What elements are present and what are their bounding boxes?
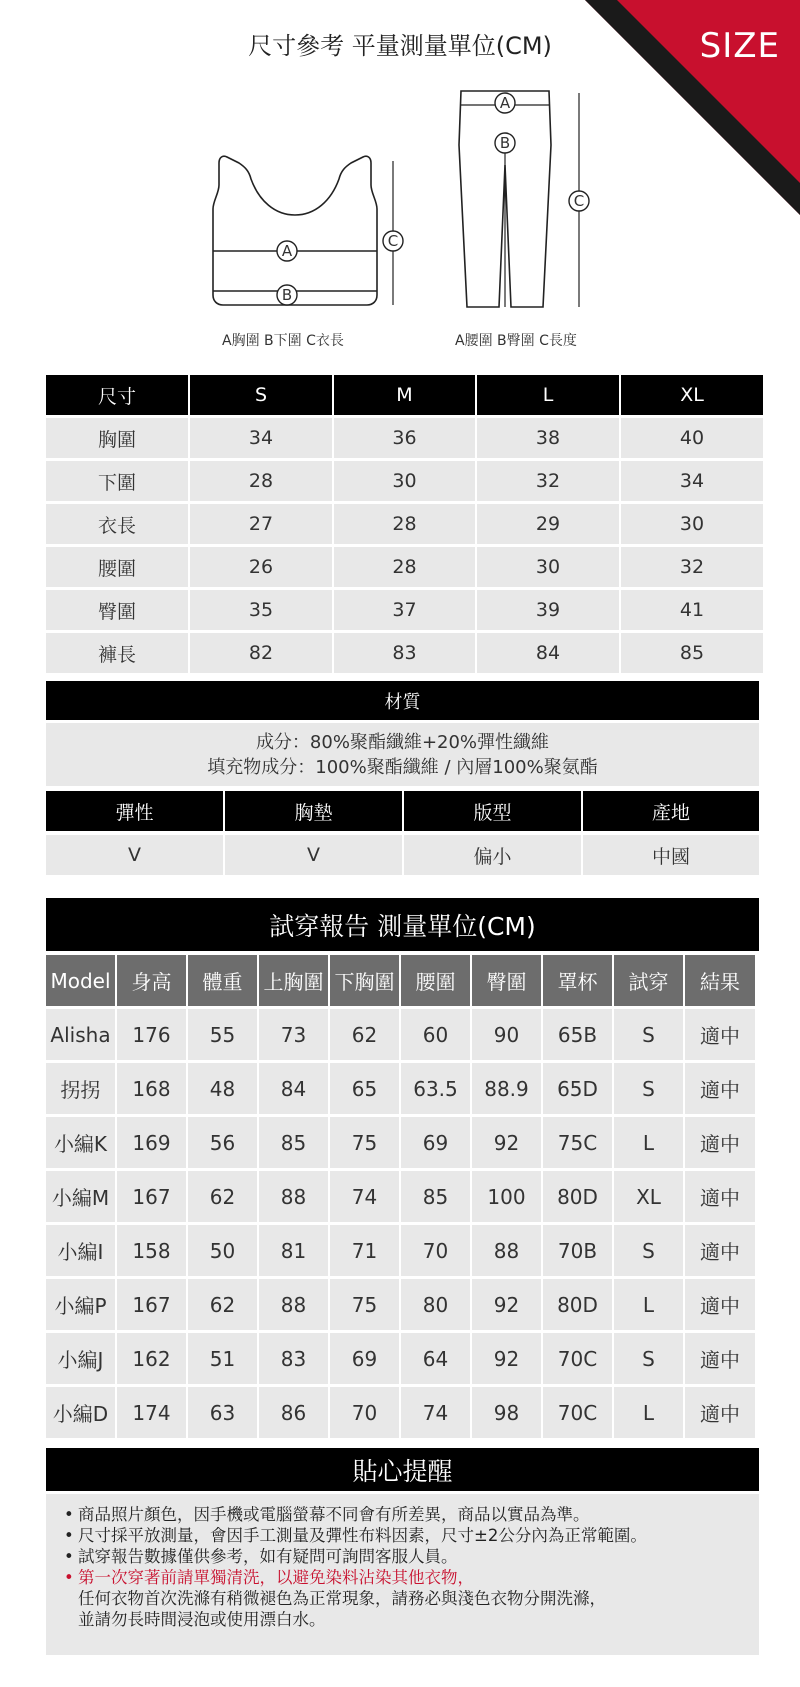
pants-marker-c: C — [573, 192, 585, 210]
fit-cell: 適中 — [685, 1063, 755, 1114]
fit-cell: 85 — [401, 1171, 470, 1222]
fit-cell: S — [614, 1009, 683, 1060]
fit-cell: 85 — [259, 1117, 328, 1168]
size-cell: 38 — [477, 418, 619, 458]
size-cell: 30 — [621, 504, 763, 544]
fit-header: 身高 — [117, 955, 186, 1006]
size-header: XL — [621, 375, 763, 415]
size-cell: 28 — [190, 461, 332, 501]
size-table — [46, 375, 759, 673]
fit-cell: 100 — [472, 1171, 541, 1222]
size-cell: 39 — [477, 590, 619, 630]
size-cell: 40 — [621, 418, 763, 458]
fit-cell: XL — [614, 1171, 683, 1222]
fit-cell: 適中 — [685, 1225, 755, 1276]
size-cell: 褲長 — [46, 633, 188, 673]
fit-cell: 83 — [259, 1333, 328, 1384]
size-cell: 83 — [334, 633, 475, 673]
size-cell: 36 — [334, 418, 475, 458]
top-marker-c: C — [387, 232, 399, 250]
fit-cell: 80D — [543, 1171, 612, 1222]
fit-header: 下胸圍 — [330, 955, 399, 1006]
material-line: 填充物成分：100%聚酯纖維 / 內層100%聚氨酯 — [207, 756, 598, 778]
fit-cell: 69 — [401, 1117, 470, 1168]
note-continuation: 並請勿長時間浸泡或使用漂白水。 — [78, 1610, 326, 1629]
fit-model-name: 小編D — [46, 1387, 115, 1438]
fit-cell: 75C — [543, 1117, 612, 1168]
fit-model-name: 小編K — [46, 1117, 115, 1168]
size-header: M — [334, 375, 475, 415]
fit-cell: 適中 — [685, 1117, 755, 1168]
size-cell: 27 — [190, 504, 332, 544]
fit-cell: 60 — [401, 1009, 470, 1060]
fit-cell: 86 — [259, 1387, 328, 1438]
fit-cell: 70B — [543, 1225, 612, 1276]
size-header: S — [190, 375, 332, 415]
top-marker-a: A — [281, 242, 293, 260]
size-badge-label: SIZE — [699, 26, 780, 66]
size-cell: 26 — [190, 547, 332, 587]
fit-cell: 167 — [117, 1171, 186, 1222]
fit-cell: 92 — [472, 1333, 541, 1384]
fit-cell: S — [614, 1225, 683, 1276]
fit-model-name: 小編J — [46, 1333, 115, 1384]
fit-header: 試穿 — [614, 955, 683, 1006]
fit-cell: 62 — [188, 1279, 257, 1330]
fit-cell: 適中 — [685, 1279, 755, 1330]
size-cell: 28 — [334, 504, 475, 544]
fit-cell: 88 — [259, 1171, 328, 1222]
feature-header: 版型 — [404, 791, 581, 831]
fit-cell: L — [614, 1117, 683, 1168]
fit-cell: 50 — [188, 1225, 257, 1276]
fit-cell: 70 — [330, 1387, 399, 1438]
fit-cell: 51 — [188, 1333, 257, 1384]
fit-cell: 63.5 — [401, 1063, 470, 1114]
size-cell: 85 — [621, 633, 763, 673]
fit-cell: 75 — [330, 1279, 399, 1330]
fit-header: Model — [46, 955, 115, 1006]
fit-cell: 80D — [543, 1279, 612, 1330]
fit-header: 罩杯 — [543, 955, 612, 1006]
fit-cell: 176 — [117, 1009, 186, 1060]
size-header: 尺寸 — [46, 375, 188, 415]
fit-cell: 88 — [472, 1225, 541, 1276]
fit-header: 上胸圍 — [259, 955, 328, 1006]
fit-cell: 71 — [330, 1225, 399, 1276]
fit-cell: 158 — [117, 1225, 186, 1276]
top-marker-b: B — [281, 286, 293, 304]
fit-cell: 84 — [259, 1063, 328, 1114]
fit-report-title: 試穿報告 測量單位(CM) — [46, 898, 759, 951]
fit-model-name: 拐拐 — [46, 1063, 115, 1114]
note-item-highlight: • 第一次穿著前請單獨清洗，以避免染料沾染其他衣物， — [64, 1568, 474, 1587]
size-cell: 衣長 — [46, 504, 188, 544]
fit-cell: 174 — [117, 1387, 186, 1438]
size-cell: 30 — [334, 461, 475, 501]
fit-cell: 64 — [401, 1333, 470, 1384]
fit-cell: 70C — [543, 1387, 612, 1438]
feature-value: 偏小 — [404, 835, 581, 875]
fit-cell: 48 — [188, 1063, 257, 1114]
fit-cell: 88 — [259, 1279, 328, 1330]
fit-cell: 62 — [188, 1171, 257, 1222]
note-continuation: 任何衣物首次洗滌有稍微褪色為正常現象，請務必與淺色衣物分開洗滌， — [78, 1589, 606, 1608]
fit-cell: 92 — [472, 1117, 541, 1168]
feature-header: 產地 — [583, 791, 759, 831]
feature-value: 中國 — [583, 835, 759, 875]
fit-cell: 65D — [543, 1063, 612, 1114]
fit-cell: 162 — [117, 1333, 186, 1384]
pants-marker-b: B — [499, 134, 511, 152]
fit-cell: 62 — [330, 1009, 399, 1060]
pants-legend: A腰圍 B臀圍 C長度 — [455, 333, 577, 349]
fit-cell: 167 — [117, 1279, 186, 1330]
fit-cell: 65B — [543, 1009, 612, 1060]
note-item: • 試穿報告數據僅供參考，如有疑問可詢問客服人員。 — [64, 1547, 458, 1566]
fit-cell: 56 — [188, 1117, 257, 1168]
fit-cell: 適中 — [685, 1009, 755, 1060]
size-cell: 臀圍 — [46, 590, 188, 630]
size-cell: 32 — [477, 461, 619, 501]
size-cell: 35 — [190, 590, 332, 630]
fit-cell: 80 — [401, 1279, 470, 1330]
size-cell: 下圍 — [46, 461, 188, 501]
fit-cell: S — [614, 1063, 683, 1114]
fit-header: 臀圍 — [472, 955, 541, 1006]
feature-value: V — [46, 835, 223, 875]
fit-cell: 適中 — [685, 1333, 755, 1384]
size-cell: 腰圍 — [46, 547, 188, 587]
size-cell: 82 — [190, 633, 332, 673]
fit-cell: S — [614, 1333, 683, 1384]
fit-model-name: 小編I — [46, 1225, 115, 1276]
size-cell: 34 — [190, 418, 332, 458]
fit-model-name: 小編M — [46, 1171, 115, 1222]
feature-header: 胸墊 — [225, 791, 402, 831]
note-item: • 尺寸採平放測量，會因手工測量及彈性布料因素，尺寸±2公分內為正常範圍。 — [64, 1526, 647, 1545]
material-title: 材質 — [46, 681, 759, 720]
fit-cell: 81 — [259, 1225, 328, 1276]
size-cell: 37 — [334, 590, 475, 630]
fit-cell: 70C — [543, 1333, 612, 1384]
page-title: 尺寸參考 平量測量單位(CM) — [248, 32, 552, 60]
fit-cell: 適中 — [685, 1171, 755, 1222]
fit-cell: 98 — [472, 1387, 541, 1438]
fit-model-name: 小編P — [46, 1279, 115, 1330]
material-line: 成分：80%聚酯纖維+20%彈性纖維 — [255, 731, 550, 753]
fit-cell: 92 — [472, 1279, 541, 1330]
feature-header: 彈性 — [46, 791, 223, 831]
size-cell: 30 — [477, 547, 619, 587]
fit-cell: 73 — [259, 1009, 328, 1060]
fit-cell: L — [614, 1387, 683, 1438]
fit-cell: 169 — [117, 1117, 186, 1168]
size-cell: 34 — [621, 461, 763, 501]
fit-cell: 74 — [330, 1171, 399, 1222]
size-cell: 32 — [621, 547, 763, 587]
fit-cell: 70 — [401, 1225, 470, 1276]
size-cell: 41 — [621, 590, 763, 630]
size-cell: 29 — [477, 504, 619, 544]
fit-cell: 168 — [117, 1063, 186, 1114]
fit-cell: 75 — [330, 1117, 399, 1168]
fit-report-table — [46, 955, 759, 1438]
feature-value: V — [225, 835, 402, 875]
fit-cell: 69 — [330, 1333, 399, 1384]
notes-box — [46, 1494, 759, 1655]
fit-cell: 適中 — [685, 1387, 755, 1438]
fit-cell: 90 — [472, 1009, 541, 1060]
fit-model-name: Alisha — [46, 1009, 115, 1060]
material-box — [46, 723, 759, 786]
fit-header: 腰圍 — [401, 955, 470, 1006]
size-cell: 84 — [477, 633, 619, 673]
pants-diagram — [455, 85, 595, 315]
fit-cell: 74 — [401, 1387, 470, 1438]
top-legend: A胸圍 B下圍 C衣長 — [222, 333, 344, 349]
fit-cell: 88.9 — [472, 1063, 541, 1114]
note-item: • 商品照片顏色，因手機或電腦螢幕不同會有所差異，商品以實品為準。 — [64, 1505, 590, 1524]
feature-table — [46, 791, 759, 875]
pants-marker-a: A — [499, 94, 511, 112]
notes-title: 貼心提醒 — [46, 1448, 759, 1491]
fit-cell: L — [614, 1279, 683, 1330]
fit-cell: 55 — [188, 1009, 257, 1060]
fit-header: 結果 — [685, 955, 755, 1006]
size-cell: 胸圍 — [46, 418, 188, 458]
fit-cell: 63 — [188, 1387, 257, 1438]
top-diagram — [205, 145, 415, 315]
size-header: L — [477, 375, 619, 415]
fit-header: 體重 — [188, 955, 257, 1006]
fit-cell: 65 — [330, 1063, 399, 1114]
size-cell: 28 — [334, 547, 475, 587]
